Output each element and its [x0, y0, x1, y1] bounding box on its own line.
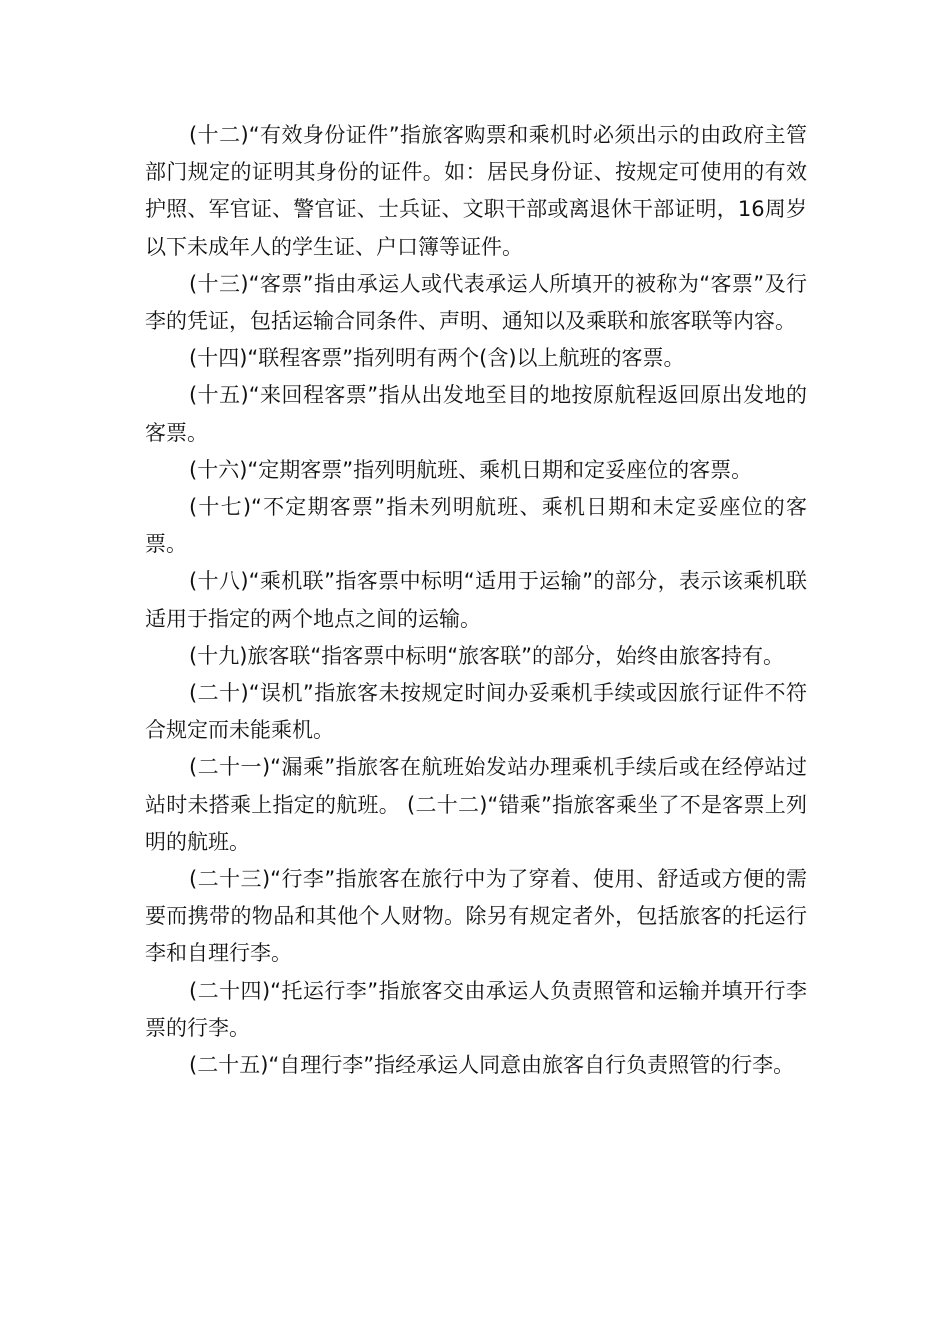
paragraph-16-fixed-ticket: (十六)“定期客票”指列明航班、乘机日期和定妥座位的客票。 — [189, 457, 753, 482]
paragraph-21-22-missed-wrong-boarding: (二十一)“漏乘”指旅客在航班始发站办理乘机手续后或在经停站过站时未搭乘上指定的航班。 (二十二)“错乘”指旅客乘坐了不是客票上列明的航班。 — [145, 755, 807, 854]
paragraph-14-connecting-ticket: (十四)“联程客票”指列明有两个(含)以上航班的客票。 — [189, 346, 685, 371]
paragraph-17-open-ticket: (十七)“不定期客票”指未列明航班、乘机日期和未定妥座位的客票。 — [145, 495, 807, 557]
paragraph-13-ticket: (十三)“客票”指由承运人或代表承运人所填开的被称为“客票”及行李的凭证，包括运输合同条件、声明、通知以及乘联和旅客联等内容。 — [145, 271, 807, 334]
paragraph-25-unchecked-baggage: (二十五)“自理行李”指经承运人同意由旅客自行负责照管的行李。 — [189, 1053, 795, 1078]
paragraph-20-missed-flight: (二十)“误机”指旅客未按规定时间办妥乘机手续或因旅行证件不符合规定而未能乘机。 — [145, 681, 807, 743]
paragraph-19-passenger-coupon: (十九)旅客联“指客票中标明“旅客联”的部分，始终由旅客持有。 — [189, 643, 785, 668]
paragraph-12-valid-id: (十二)“有效身份证件”指旅客购票和乘机时必须出示的由政府主管部门规定的证明其身份的证件。如：居民身份证、按规定可使用的有效护照、军官证、警官证、士兵证、文职干部或离退休干部证明，16周岁以下未成年人的学生证、户口簿等证件。 — [145, 123, 807, 259]
paragraph-23-baggage: (二十三)“行李”指旅客在旅行中为了穿着、使用、舒适或方便的需要而携带的物品和其他个人财物。除另有规定者外，包括旅客的托运行李和自理行李。 — [145, 867, 807, 966]
paragraph-18-flight-coupon: (十八)“乘机联”指客票中标明“适用于运输”的部分，表示该乘机联适用于指定的两个地点之间的运输。 — [145, 569, 807, 631]
document-body — [145, 117, 807, 1084]
paragraph-24-checked-baggage: (二十四)“托运行李”指旅客交由承运人负责照管和运输并填开行李票的行李。 — [145, 978, 807, 1040]
paragraph-15-round-trip-ticket: (十五)“来回程客票”指从出发地至目的地按原航程返回原出发地的客票。 — [145, 383, 807, 445]
